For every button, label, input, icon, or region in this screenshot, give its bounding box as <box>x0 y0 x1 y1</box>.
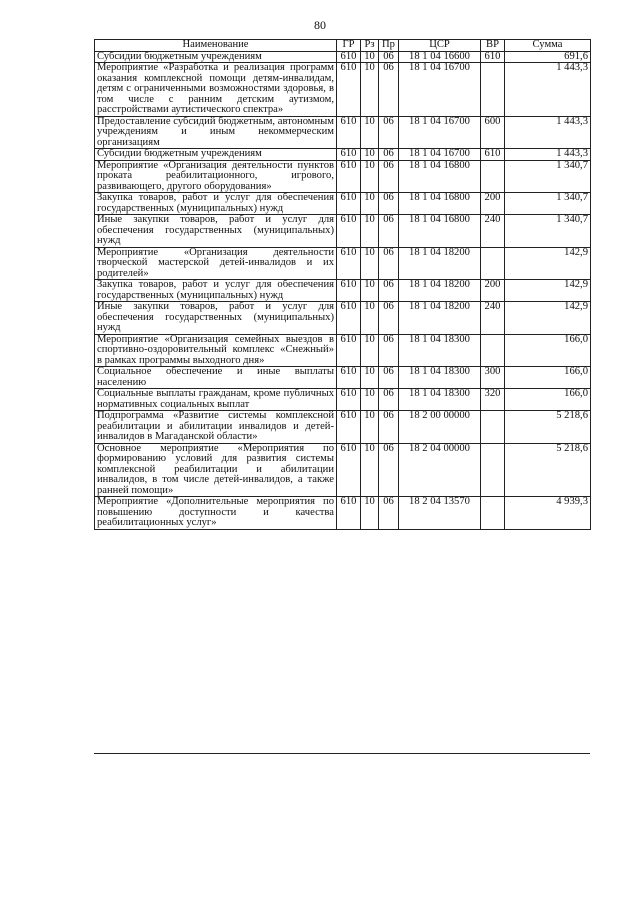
row-sum: 5 218,6 <box>505 411 591 444</box>
row-vr: 300 <box>481 367 505 389</box>
row-rz: 10 <box>361 334 379 367</box>
budget-table <box>94 39 591 530</box>
row-vr <box>481 63 505 117</box>
row-pr: 06 <box>379 411 399 444</box>
table-row <box>95 51 591 63</box>
row-csr: 18 1 04 16700 <box>399 63 481 117</box>
column-header-gr: ГР <box>337 40 361 52</box>
row-pr: 06 <box>379 160 399 193</box>
row-csr: 18 1 04 16800 <box>399 160 481 193</box>
row-pr: 06 <box>379 367 399 389</box>
row-sum: 5 218,6 <box>505 443 591 497</box>
column-header-pr: Пр <box>379 40 399 52</box>
table-row <box>95 302 591 335</box>
row-gr: 610 <box>337 497 361 530</box>
row-gr: 610 <box>337 389 361 411</box>
row-csr: 18 1 04 18200 <box>399 302 481 335</box>
row-sum: 1 340,7 <box>505 215 591 248</box>
row-csr: 18 1 04 18300 <box>399 334 481 367</box>
row-rz: 10 <box>361 302 379 335</box>
row-gr: 610 <box>337 334 361 367</box>
row-rz: 10 <box>361 149 379 161</box>
row-gr: 610 <box>337 116 361 149</box>
row-pr: 06 <box>379 149 399 161</box>
row-name: Социальные выплаты гражданам, кроме публичных нормативных социальных выплат <box>95 389 337 411</box>
row-pr: 06 <box>379 280 399 302</box>
row-rz: 10 <box>361 63 379 117</box>
table-row <box>95 367 591 389</box>
row-vr <box>481 497 505 530</box>
row-sum: 142,9 <box>505 247 591 280</box>
row-pr: 06 <box>379 51 399 63</box>
row-vr: 600 <box>481 116 505 149</box>
row-name: Мероприятие «Организация деятельности пунктов проката реабилитационного, игрового, развивающего, другого оборудования» <box>95 160 337 193</box>
row-gr: 610 <box>337 247 361 280</box>
row-name: Субсидии бюджетным учреждениям <box>95 149 337 161</box>
row-name: Подпрограмма «Развитие системы комплексной реабилитации и абилитации инвалидов и детей-инвалидов в Магаданской области» <box>95 411 337 444</box>
row-gr: 610 <box>337 280 361 302</box>
column-header-name: Наименование <box>95 40 337 52</box>
row-sum: 1 340,7 <box>505 160 591 193</box>
table-row <box>95 411 591 444</box>
row-gr: 610 <box>337 302 361 335</box>
row-vr <box>481 247 505 280</box>
row-sum: 1 340,7 <box>505 193 591 215</box>
row-name: Иные закупки товаров, работ и услуг для обеспечения государственных (муниципальных) нужд <box>95 215 337 248</box>
row-rz: 10 <box>361 215 379 248</box>
row-rz: 10 <box>361 247 379 280</box>
row-gr: 610 <box>337 149 361 161</box>
row-gr: 610 <box>337 411 361 444</box>
row-vr: 320 <box>481 389 505 411</box>
row-sum: 166,0 <box>505 389 591 411</box>
table-row <box>95 116 591 149</box>
row-gr: 610 <box>337 51 361 63</box>
row-csr: 18 1 04 18300 <box>399 389 481 411</box>
footer-divider <box>94 753 590 754</box>
row-rz: 10 <box>361 193 379 215</box>
row-sum: 1 443,3 <box>505 63 591 117</box>
row-vr: 610 <box>481 149 505 161</box>
row-csr: 18 1 04 18300 <box>399 367 481 389</box>
row-sum: 4 939,3 <box>505 497 591 530</box>
row-gr: 610 <box>337 160 361 193</box>
table-header-row <box>95 40 591 52</box>
row-vr: 240 <box>481 215 505 248</box>
row-rz: 10 <box>361 389 379 411</box>
table-row <box>95 389 591 411</box>
row-pr: 06 <box>379 389 399 411</box>
table-row <box>95 497 591 530</box>
row-sum: 1 443,3 <box>505 116 591 149</box>
row-csr: 18 1 04 18200 <box>399 280 481 302</box>
row-csr: 18 1 04 16800 <box>399 215 481 248</box>
table-row <box>95 63 591 117</box>
row-csr: 18 2 00 00000 <box>399 411 481 444</box>
table-row <box>95 215 591 248</box>
table-row <box>95 280 591 302</box>
table-row <box>95 149 591 161</box>
row-gr: 610 <box>337 367 361 389</box>
row-csr: 18 2 04 13570 <box>399 497 481 530</box>
row-csr: 18 2 04 00000 <box>399 443 481 497</box>
row-sum: 166,0 <box>505 334 591 367</box>
row-gr: 610 <box>337 443 361 497</box>
row-name: Мероприятие «Дополнительные мероприятия по повышению доступности и качества реабилитационных услуг» <box>95 497 337 530</box>
row-rz: 10 <box>361 116 379 149</box>
row-rz: 10 <box>361 280 379 302</box>
row-pr: 06 <box>379 215 399 248</box>
row-pr: 06 <box>379 63 399 117</box>
row-rz: 10 <box>361 497 379 530</box>
row-csr: 18 1 04 16700 <box>399 116 481 149</box>
row-sum: 142,9 <box>505 280 591 302</box>
row-vr <box>481 334 505 367</box>
row-pr: 06 <box>379 334 399 367</box>
row-pr: 06 <box>379 302 399 335</box>
row-name: Мероприятие «Организация деятельности творческой мастерской детей-инвалидов и их родителей» <box>95 247 337 280</box>
column-header-csr: ЦСР <box>399 40 481 52</box>
row-sum: 166,0 <box>505 367 591 389</box>
row-name: Иные закупки товаров, работ и услуг для обеспечения государственных (муниципальных) нужд <box>95 302 337 335</box>
row-pr: 06 <box>379 443 399 497</box>
table-row <box>95 443 591 497</box>
row-pr: 06 <box>379 497 399 530</box>
column-header-rz: Рз <box>361 40 379 52</box>
row-vr: 610 <box>481 51 505 63</box>
row-pr: 06 <box>379 116 399 149</box>
row-csr: 18 1 04 18200 <box>399 247 481 280</box>
row-gr: 610 <box>337 215 361 248</box>
row-name: Социальное обеспечение и иные выплаты населению <box>95 367 337 389</box>
row-name: Мероприятие «Организация семейных выездов в спортивно-оздоровительный комплекс «Снежный» в рамках программы выходного дня» <box>95 334 337 367</box>
page-number: 80 <box>314 18 326 32</box>
row-pr: 06 <box>379 193 399 215</box>
row-vr: 200 <box>481 280 505 302</box>
row-gr: 610 <box>337 63 361 117</box>
row-sum: 142,9 <box>505 302 591 335</box>
row-rz: 10 <box>361 411 379 444</box>
column-header-vr: ВР <box>481 40 505 52</box>
row-csr: 18 1 04 16600 <box>399 51 481 63</box>
row-name: Основное мероприятие «Мероприятия по формированию условий для развития системы комплексной реабилитации и абилитации инвалидов, в том числе детей-инвалидов, а также ранней помощи» <box>95 443 337 497</box>
row-csr: 18 1 04 16700 <box>399 149 481 161</box>
row-name: Субсидии бюджетным учреждениям <box>95 51 337 63</box>
table-row <box>95 334 591 367</box>
row-name: Предоставление субсидий бюджетным, автономным учреждениям и иным некоммерческим организациям <box>95 116 337 149</box>
row-pr: 06 <box>379 247 399 280</box>
column-header-sum: Сумма <box>505 40 591 52</box>
row-csr: 18 1 04 16800 <box>399 193 481 215</box>
row-sum: 1 443,3 <box>505 149 591 161</box>
table-row <box>95 193 591 215</box>
row-rz: 10 <box>361 160 379 193</box>
row-sum: 691,6 <box>505 51 591 63</box>
row-name: Мероприятие «Разработка и реализация программ оказания комплексной помощи детям-инвалидам, детям с ограниченными возможностями здоровья, в том числе с ранним детским аутизмом, расстройствами аутистического спектра» <box>95 63 337 117</box>
row-name: Закупка товаров, работ и услуг для обеспечения государственных (муниципальных) нужд <box>95 193 337 215</box>
row-vr <box>481 411 505 444</box>
row-vr <box>481 160 505 193</box>
row-rz: 10 <box>361 367 379 389</box>
row-name: Закупка товаров, работ и услуг для обеспечения государственных (муниципальных) нужд <box>95 280 337 302</box>
row-vr: 200 <box>481 193 505 215</box>
row-rz: 10 <box>361 51 379 63</box>
row-vr <box>481 443 505 497</box>
table-row <box>95 160 591 193</box>
row-rz: 10 <box>361 443 379 497</box>
row-gr: 610 <box>337 193 361 215</box>
row-vr: 240 <box>481 302 505 335</box>
table-row <box>95 247 591 280</box>
